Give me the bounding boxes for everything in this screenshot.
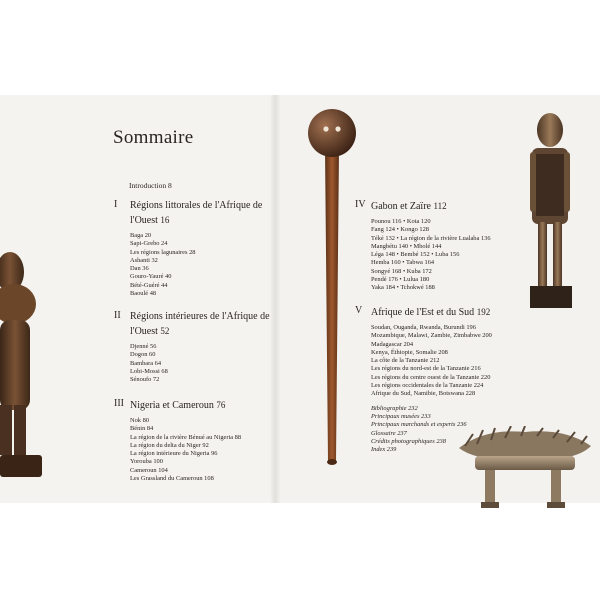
list-item: Mozambique, Malawi, Zambie, Zimbabwe 200: [371, 332, 492, 340]
list-item: Soudan, Ouganda, Rwanda, Burundi 196: [371, 324, 476, 331]
list-item: Les Grassland du Cameroun 108: [130, 475, 214, 483]
list-item: Dan 36: [130, 265, 149, 273]
back-matter-list: [371, 405, 525, 455]
list-item: Bambara 64: [130, 359, 162, 367]
section-heading: Régions intérieures de l'Afrique de l'Ouest 52: [130, 311, 270, 337]
section-3: [114, 398, 274, 483]
list-item: Fang 124 • Kongo 128: [371, 226, 429, 234]
section-number: I: [114, 199, 118, 210]
list-item: Index 239: [371, 446, 397, 454]
list-item: Les régions du nord-est de la Tanzanie 216: [371, 365, 481, 373]
list-item: Bénin 84: [130, 425, 154, 433]
list-item: Kenya, Éthiopie, Somalie 208: [371, 348, 448, 356]
section-4: [355, 199, 525, 293]
list-item: Bété-Guéré 44: [130, 281, 168, 289]
section-items: [371, 218, 525, 293]
list-item: La région de la rivière Bénué au Nigeria 88: [130, 433, 242, 441]
list-item: Bibliographie 232: [371, 404, 418, 412]
list-item: Léga 148 • Bembé 152 • Luba 156: [371, 251, 460, 259]
list-item: Les régions du centre ouest de la Tanzanie 220: [371, 373, 491, 381]
section-number: II: [114, 310, 121, 321]
section-5: [355, 305, 525, 454]
section-page: 192: [476, 307, 491, 317]
list-item: Madagascar 204: [371, 340, 414, 348]
list-item: Baoulé 48: [130, 290, 157, 298]
section-page: 52: [160, 326, 170, 336]
section-page: 112: [433, 201, 447, 211]
list-item: Principaux musées 233: [371, 412, 431, 420]
list-item: Pounou 116 • Kota 120: [371, 218, 431, 225]
section-heading: Nigeria et Cameroun 76: [130, 400, 226, 411]
list-item: Yaka 184 • Tchokwé 188: [371, 284, 435, 292]
section-heading: Régions littorales de l'Afrique de l'Ouest 16: [130, 200, 263, 226]
list-item: Ashanti 32: [130, 256, 158, 264]
list-item: Pendé 176 • Lulua 180: [371, 276, 430, 284]
list-item: Lobi-Mossi 68: [130, 367, 168, 375]
list-item: Mangbétu 140 • Mbolé 144: [371, 242, 442, 250]
list-item: Les régions occidentales de la Tanzanie 224: [371, 382, 484, 390]
section-1: [114, 199, 274, 298]
list-item: Crédits photographiques 238: [371, 437, 446, 445]
standing-figure-image: [520, 110, 582, 310]
list-item: Sénoufo 72: [130, 376, 160, 384]
section-number: V: [355, 305, 363, 316]
section-items: [371, 324, 525, 399]
section-heading: Gabon et Zaïre 112: [371, 201, 447, 212]
list-item: La région du delta du Niger 92: [130, 441, 209, 449]
list-item: Gouro-Yauré 40: [130, 273, 172, 281]
section-page: 16: [160, 215, 170, 225]
introduction-entry: Introduction 8: [129, 181, 172, 190]
section-items: [130, 343, 274, 384]
list-item: Djenné 56: [130, 343, 157, 350]
section-number: IV: [355, 199, 366, 210]
list-item: Dogon 60: [130, 351, 156, 359]
list-item: Sapi-Grebo 24: [130, 240, 168, 248]
list-item: La région intérieure du Nigeria 96: [130, 450, 218, 458]
list-item: Hemba 160 • Tabwa 164: [371, 259, 435, 267]
section-number: III: [114, 398, 124, 409]
list-item: Songyé 168 • Kuba 172: [371, 267, 432, 275]
section-items: [130, 232, 274, 298]
section-2: [114, 310, 274, 384]
list-item: Les régions lagunaires 28: [130, 248, 196, 256]
section-heading: Afrique de l'Est et du Sud 192: [371, 307, 491, 318]
list-item: Nok 80: [130, 417, 149, 424]
list-item: Principaux marchands et experts 236: [371, 421, 467, 429]
left-statue-image: [0, 250, 48, 490]
section-page: 76: [216, 400, 226, 410]
list-item: Afrique du Sud, Namibie, Botswana 228: [371, 390, 476, 398]
list-item: Téké 132 • La région de la rivière Lualaba 136: [371, 234, 491, 242]
list-item: La côte de la Tanzanie 212: [371, 357, 440, 365]
list-item: Baga 20: [130, 232, 152, 239]
list-item: Yorouba 100: [130, 458, 163, 466]
list-item: Cameroun 104: [130, 466, 168, 474]
section-items: [130, 417, 274, 483]
list-item: Glossaire 237: [371, 429, 407, 437]
page-title: Sommaire: [113, 127, 194, 148]
